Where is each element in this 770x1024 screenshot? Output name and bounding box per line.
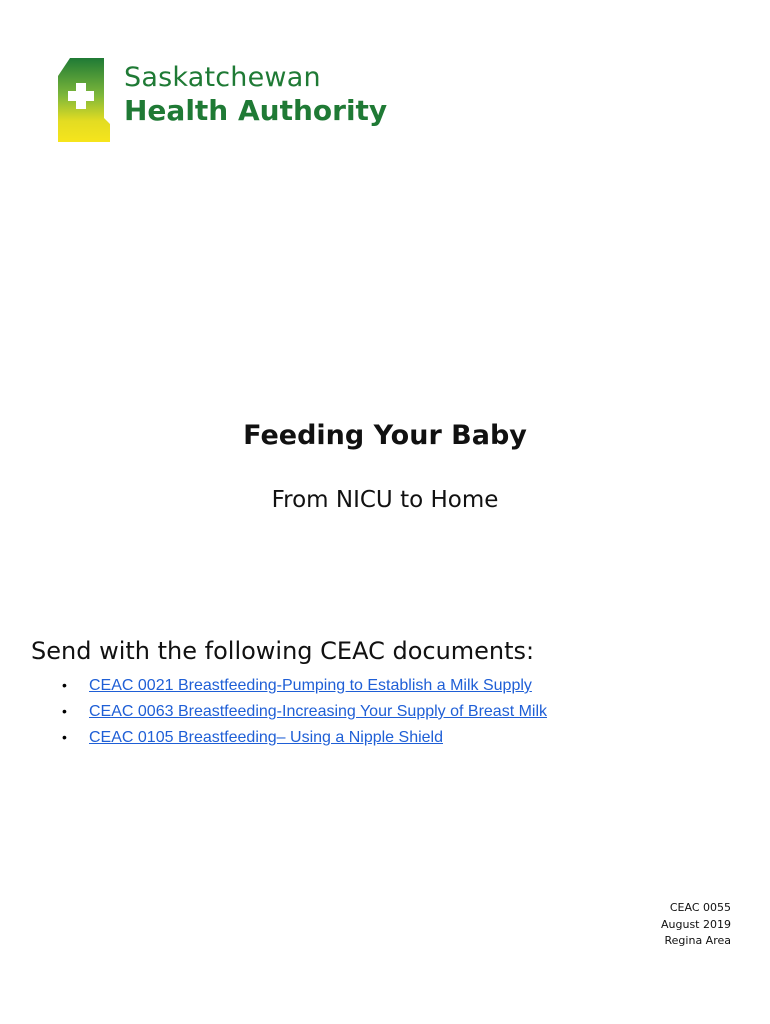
document-code: CEAC 0055 (669, 901, 731, 914)
document-footer (661, 900, 731, 950)
saskatchewan-health-authority-logo (56, 56, 388, 146)
logo-text-line-1: Saskatchewan (124, 62, 321, 93)
bullet-icon: • (62, 677, 67, 693)
document-area: Regina Area (664, 934, 731, 947)
document-date: August 2019 (661, 917, 731, 931)
logo-text-line-2: Health Authority (124, 94, 388, 127)
saskatchewan-province-cross-icon (56, 56, 114, 144)
ceac-0063-link[interactable]: CEAC 0063 Breastfeeding-Increasing Your Supply of Breast Milk (89, 703, 548, 720)
related-documents-list (62, 674, 547, 752)
list-item (62, 726, 547, 752)
bullet-icon: • (62, 703, 67, 719)
related-documents-heading: Send with the following CEAC documents: (31, 637, 535, 665)
document-subtitle: From NICU to Home (271, 487, 499, 513)
bullet-icon: • (62, 729, 67, 745)
list-item (62, 674, 547, 700)
document-title: Feeding Your Baby (243, 420, 527, 451)
ceac-0021-link[interactable]: CEAC 0021 Breastfeeding-Pumping to Establish a Milk Supply (89, 677, 532, 694)
list-item (62, 700, 547, 726)
ceac-0105-link[interactable]: CEAC 0105 Breastfeeding– Using a Nipple Shield (89, 729, 443, 746)
